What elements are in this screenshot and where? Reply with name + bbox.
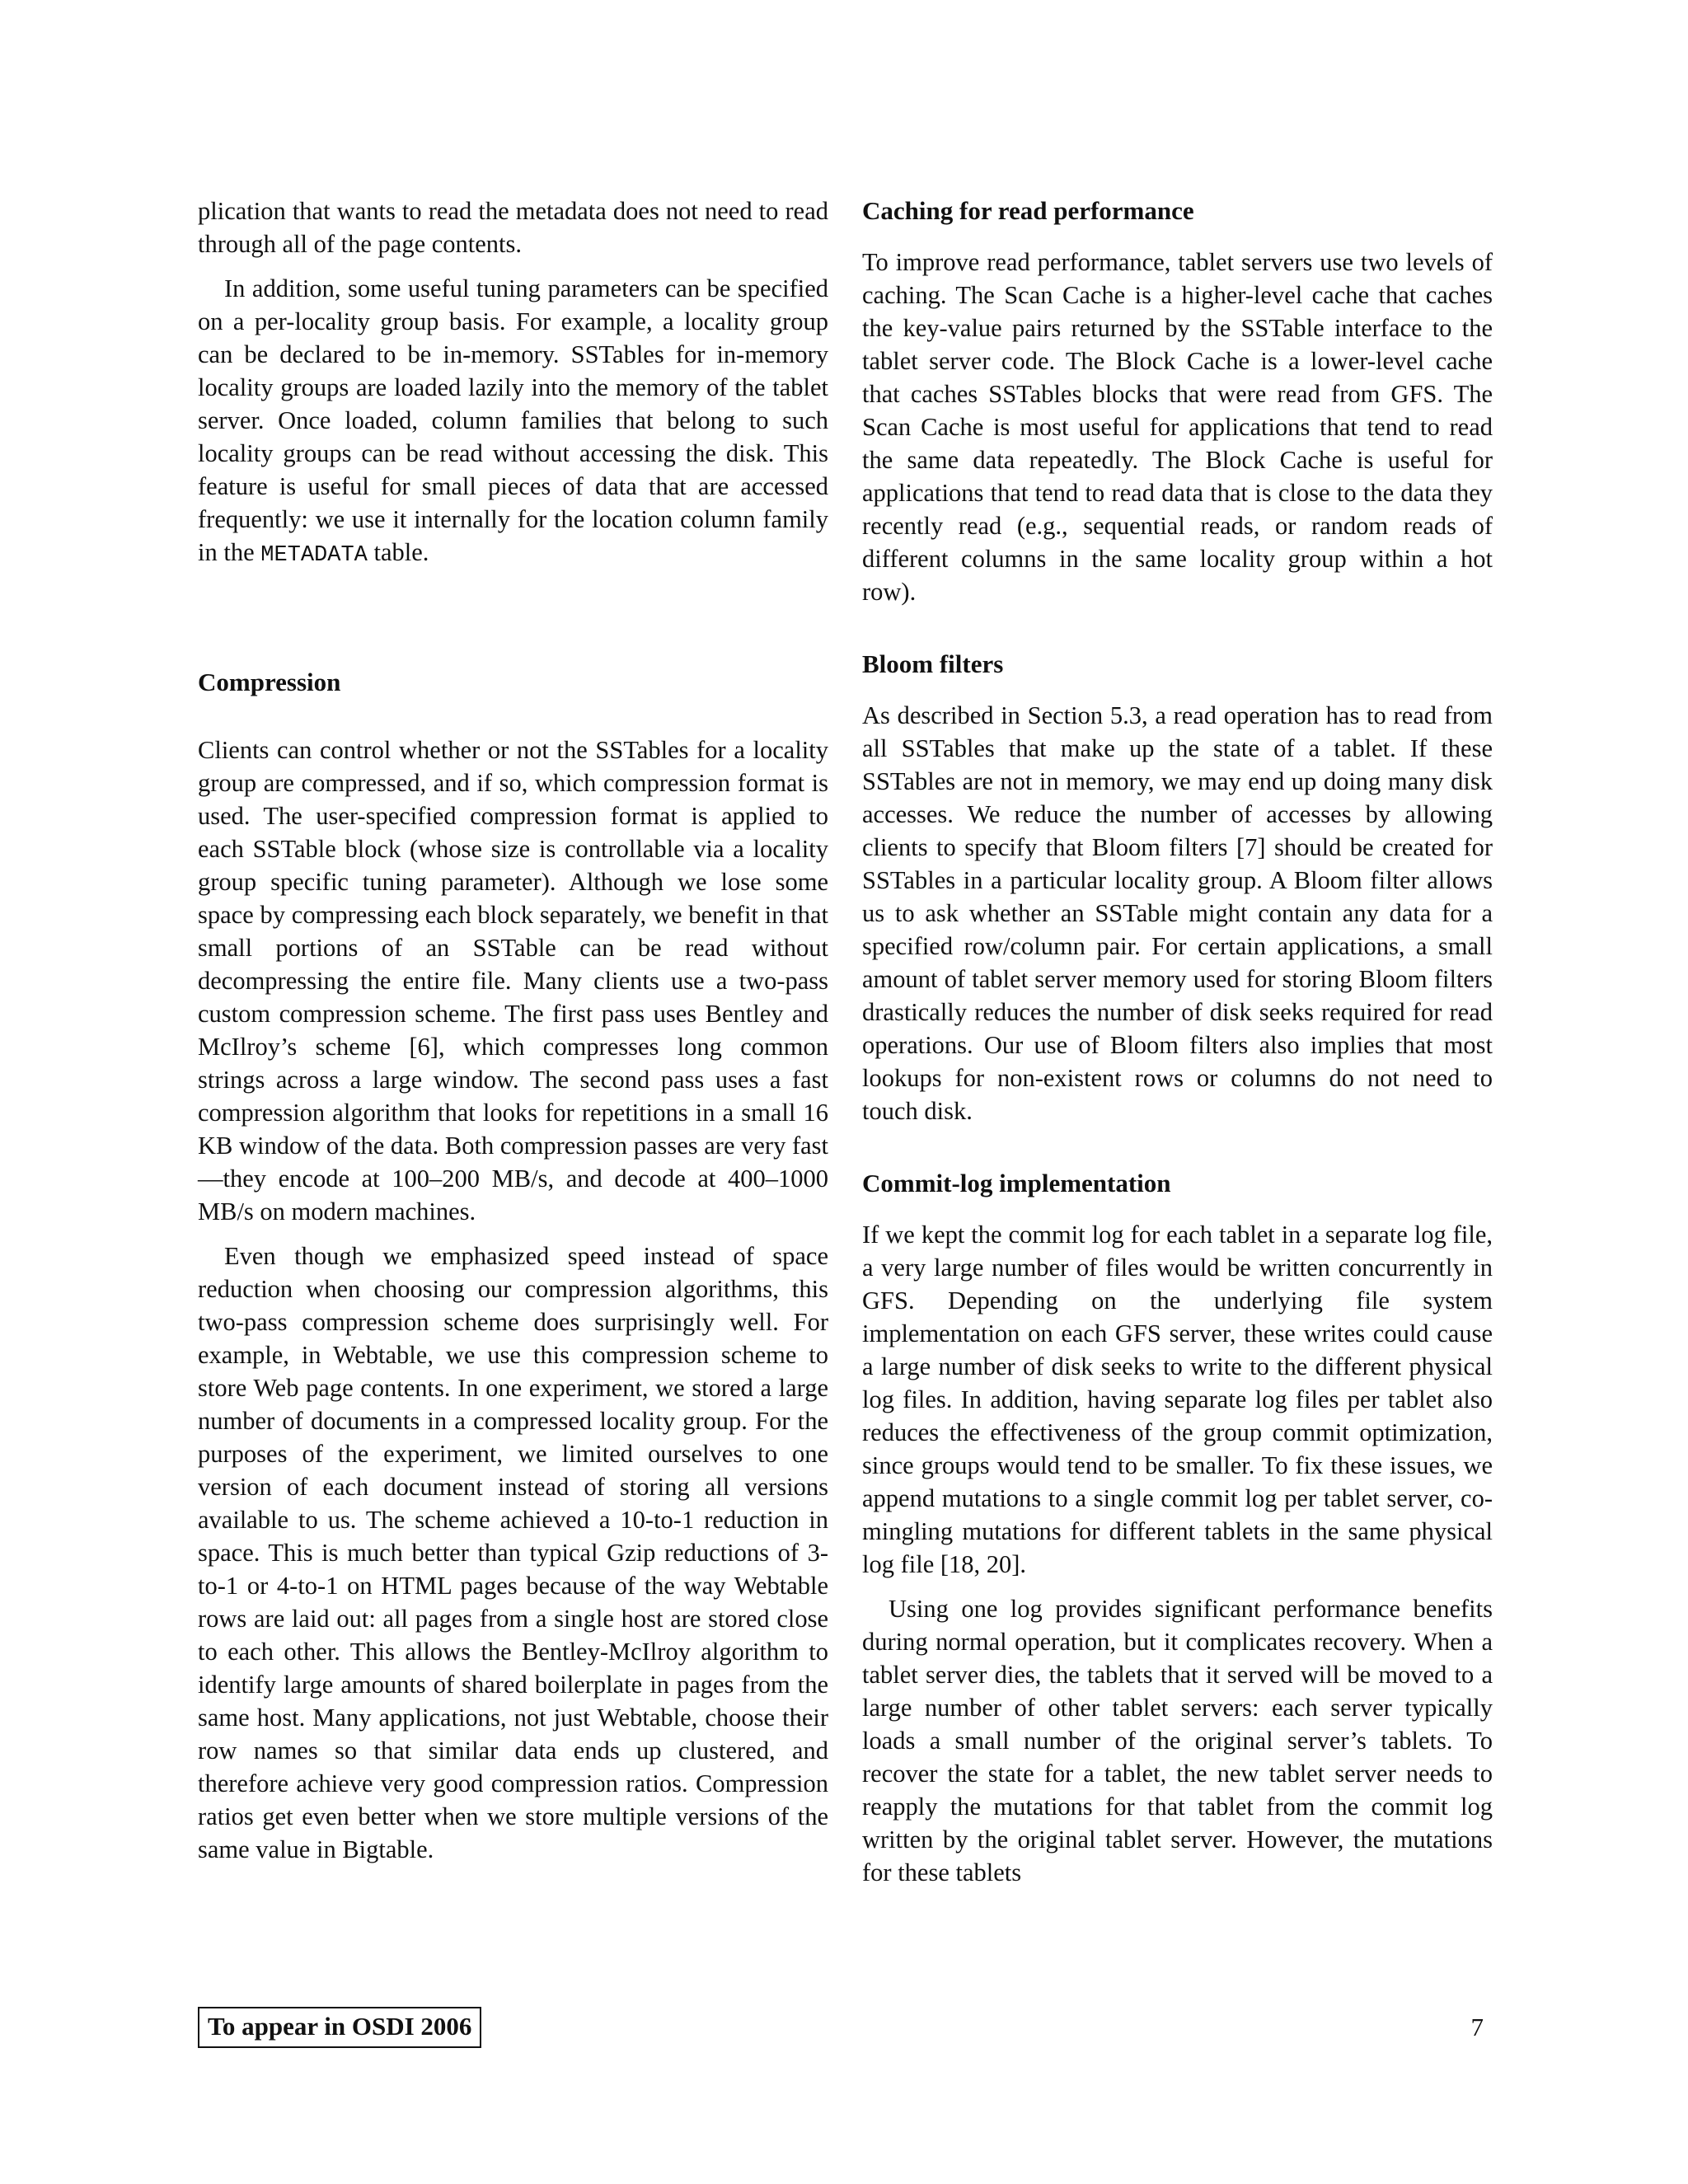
paragraph-caching: To improve read performance, tablet servers use two levels of caching. The Scan Cache is a higher-level cache that caches the key-value pairs returned by the SSTable interface to the tablet server code. The Block Cache is a lower-level cache that caches SSTables blocks that were read from GFS. The Scan Cache is most useful for applications that tend to read the same data repeatedly. The Block Cache is useful for applications that tend to read data that is close to the data they recently read (e.g., sequential reads, or random reads of different columns in the same locality group within a hot row).	[862, 248, 1493, 606]
paragraph-commit-2: Using one log provides significant performance benefits during normal operation, but it complicates recovery. When a tablet server dies, the tablets that it served will be moved to a large number of other tablet servers: each server typically loads a small number of the original server’s tablets. To recover the state for a tablet, the new tablet server needs to reapply the mutations for that tablet from the commit log written by the original tablet server. However, the mutations for these tablets	[862, 1595, 1493, 1886]
section-heading-commit-log: Commit-log implementation	[862, 1169, 1171, 1197]
paragraph-continued: plication that wants to read the metadata does not need to read through all of the page contents.	[198, 197, 828, 258]
section-heading-bloom: Bloom filters	[862, 649, 1004, 678]
left-column	[198, 194, 828, 1877]
code-metadata: METADATA	[260, 543, 368, 568]
right-column	[862, 194, 1493, 1900]
paragraph-text: In addition, some useful tuning parameters can be specified on a per-locality group basis. For example, a locality group can be declared to be in-memory. SSTables for in-memory locality groups are loaded lazily into the memory of the tablet server. Once loaded, column families that belong to such locality groups can be read without accessing the disk. This feature is useful for small pieces of data that are accessed frequently: we use it internally for the location column family in the	[198, 274, 828, 566]
page-number: 7	[1470, 2013, 1484, 2041]
section-heading-compression: Compression	[198, 668, 341, 696]
paragraph-commit-1: If we kept the commit log for each tablet in a separate log file, a very large number of files would be written concurrently in GFS. Depending on the underlying file system implementation on each GFS server, these writes could cause a large number of disk seeks to write to the different physical log files. In addition, having separate log files per tablet also reduces the effectiveness of the group commit optimization, since groups would tend to be smaller. To fix these issues, we append mutations to a single commit log per tablet server, co-mingling mutations for different tablets in the same physical log file [18, 20].	[862, 1221, 1493, 1578]
paragraph-locality-tuning	[198, 272, 828, 572]
paragraph-compression-2: Even though we emphasized speed instead of space reduction when choosing our compression algorithms, this two-pass compression scheme does surprisingly well. For example, in Webtable, we use this compression scheme to store Web page contents. In one experiment, we stored a large number of documents in a compressed locality group. For the purposes of the experiment, we limited ourselves to one version of each document instead of storing all versions available to us. The scheme achieved a 10-to-1 reduction in space. This is much better than typical Gzip reductions of 3-to-1 or 4-to-1 on HTML pages because of the way Webtable rows are laid out: all pages from a single host are stored close to each other. This allows the Bentley-McIlroy algorithm to identify large amounts of shared boilerplate in pages from the same host. Many applications, not just Webtable, choose their row names so that similar data ends up clustered, and therefore achieve very good compression ratios. Compression ratios get even better when we store multiple versions of the same value in Bigtable.	[198, 1242, 828, 1863]
venue-box: To appear in OSDI 2006	[198, 2007, 481, 2048]
section-heading-caching: Caching for read performance	[862, 196, 1194, 225]
paragraph-bloom: As described in Section 5.3, a read operation has to read from all SSTables that make up the state of a tablet. If these SSTables are not in memory, we may end up doing many disk accesses. We reduce the number of accesses by allowing clients to specify that Bloom filters [7] should be created for SSTables in a particular locality group. A Bloom filter allows us to ask whether an SSTable might contain any data for a specified row/column pair. For certain applications, a small amount of tablet server memory used for storing Bloom filters drastically reduces the number of disk seeks required for read operations. Our use of Bloom filters also implies that most lookups for non-existent rows or columns do not need to touch disk.	[862, 701, 1493, 1125]
paragraph-compression-1: Clients can control whether or not the SSTables for a locality group are compressed, and if so, which compression format is used. The user-specified compression format is applied to each SSTable block (whose size is controllable via a locality group specific tuning parameter). Although we lose some space by compressing each block separately, we benefit in that small portions of an SSTable can be read without decompressing the entire file. Many clients use a two-pass custom compression scheme. The first pass uses Bentley and McIlroy’s scheme [6], which compresses long common strings across a large window. The second pass uses a fast compression algorithm that looks for repetitions in a small 16 KB window of the data. Both compression passes are very fast—they encode at 100–200 MB/s, and decode at 400–1000 MB/s on modern machines.	[198, 736, 828, 1226]
paragraph-text-end: table.	[367, 538, 429, 566]
